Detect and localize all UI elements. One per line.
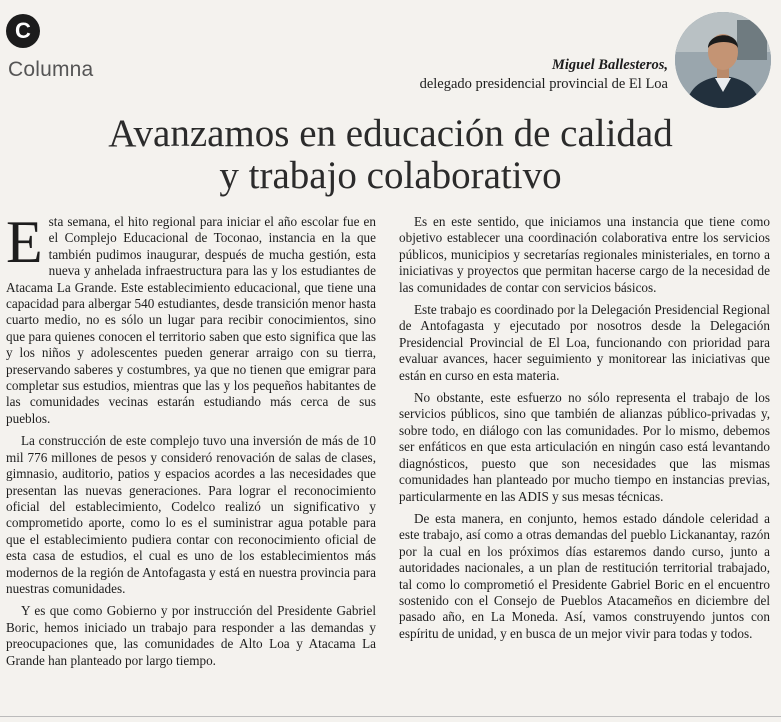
author-portrait-image (675, 12, 771, 108)
author-name: Miguel Ballesteros, (551, 57, 668, 73)
badge-letter: C (15, 18, 31, 43)
byline (420, 56, 668, 94)
author-role: delegado presidencial provincial de El Loa (419, 76, 668, 92)
paragraph: Es en este sentido, que iniciamos una instancia que tiene como objetivo establecer una coordinación colaborativa entre los servicios públicos, municipios y secretarías regionales ministeriales, en torno a iniciativas y proyectos que permitan hacerse cargo de la necesidad de las comunidades de contar con servicios básicos. (399, 214, 770, 295)
article-left-column (6, 209, 376, 675)
paragraph: Este trabajo es coordinado por la Delegación Presidencial Regional de Antofagasta y ejecutado por nosotros desde la Delegación Presidencial Provincial de El Loa, funcionando con prioridad para evaluar avances, hacer seguimiento y monitorear las iniciativas que están en curso en esta materia. (399, 302, 770, 383)
headline (0, 113, 781, 197)
headline-line-1: Avanzamos en educación de calidad (108, 112, 673, 155)
article-right-column (399, 214, 770, 648)
section-label: Columna (8, 58, 94, 81)
column-badge (6, 14, 40, 48)
drop-cap: E (6, 209, 43, 275)
paragraph: De esta manera, en conjunto, hemos estado dándole celeridad a este trabajo, así como a otras demandas del pueblo Lickanantay, razón por la cual en los próximos días estaremos dando curso, junto a autoridades nacionales, a un plan de restitución territorial trabajado, tal como lo comprometió el Presidente Gabriel Boric en el encuentro sostenido con el Consejo de Pueblos Atacameños en diciembre del pasado año, en La Moneda. Así, vamos construyendo juntos con espíritu de unidad, y en busca de un mejor vivir para todas y todos. (399, 510, 770, 641)
author-photo (675, 12, 771, 108)
paragraph: La construcción de este complejo tuvo una inversión de más de 10 mil 776 millones de pesos y consideró renovación de salas de clases, gimnasio, auditorio, patios y espacios acordes a las necesidades que presentan las nuevas generaciones. Para lograr el reconocimiento oficial del establecimiento, Codelco realizó un significativo y comprometido aporte, como lo es el suministrar agua potable para que el establecimiento pudiera contar con reconocimiento oficial de esta casa de estudios, el cual es uno de los establecimientos más modernos de la región de Antofagasta y está en nuestra provincia para nuestras comunidades. (6, 433, 376, 596)
headline-line-2: y trabajo colaborativo (219, 154, 562, 197)
paragraph: No obstante, este esfuerzo no sólo representa el trabajo de los servicios públicos, sino que también de alianzas público-privadas y, sobre todo, en diálogo con las comunidades. Por lo mismo, debemos ser enfáticos en que esta articulación en ningún caso está levantando diagnósticos, puesto que son necesidades que las mismas comunidades han planteado por mucho tiempo en instancias previas, particularmente en las ADIS y sus mesas técnicas. (399, 390, 770, 504)
bottom-divider (0, 716, 781, 717)
paragraph (6, 209, 376, 427)
paragraph: Y es que como Gobierno y por instrucción del Presidente Gabriel Boric, hemos iniciado un trabajo para responder a las demandas y preocupaciones que, las comunidades de Alto Loa y Atacama La Grande han planteado por largo tiempo. (6, 603, 376, 668)
paragraph-text: sta semana, el hito regional para iniciar el año escolar fue en el Complejo Educacional de Toconao, instancia en la que también pudimos inaugurar, después de mucha gestión, esta nueva y anhelada infraestructura para las y los estudiantes de Atacama La Grande. Este establecimiento educacional, que tiene una capacidad para albergar 540 estudiantes, desde transición menor hasta cuarto medio, no es sólo un lugar para recibir conocimientos, sino que para quienes conocen el territorio saben que esto significa que las y los niños y adolescentes pueden generar arraigo con su tierra, preservando saberes y costumbres, ya que no tienen que emigrar para completar sus estudios, mientras que las y los pequeños habitantes de las comunidades vecinas estarán estudiando más cerca de sus pueblos. (6, 214, 376, 426)
